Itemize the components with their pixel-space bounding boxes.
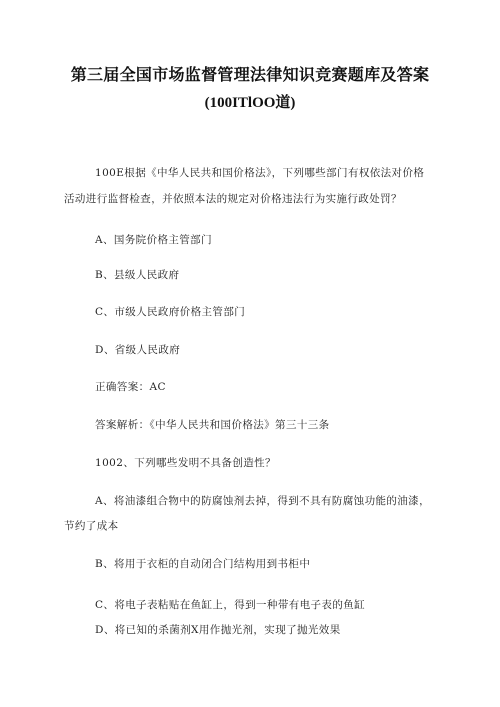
question-1-option-c: C、市级人民政府价格主管部门 bbox=[95, 306, 246, 318]
question-1-stem-line-1: 100E根据《中华人民共和国价格法》，下列哪些部门有权依法对价格 bbox=[95, 167, 425, 179]
question-1-stem-line-2: 活动进行监督检查，并依照本法的规定对价格违法行为实施行政处罚？ bbox=[64, 193, 402, 205]
question-1-analysis: 答案解析：《中华人民共和国价格法》第三十三条 bbox=[95, 419, 330, 431]
document-subtitle: (100ITlOO道) bbox=[204, 95, 296, 111]
question-2-option-b: B、将用于衣柜的自动闭合门结构用到书柜中 bbox=[95, 558, 311, 570]
question-1-option-a: A、国务院价格主管部门 bbox=[95, 234, 212, 246]
question-2-option-a-line-1: A、将油漆组合物中的防腐蚀剂去掉，得到不具有防腐蚀功能的油漆， bbox=[95, 495, 430, 507]
question-2-option-a-line-2: 节约了成本 bbox=[64, 520, 119, 532]
question-2-option-d: D、将已知的杀菌剂X用作抛光剂，实现了抛光效果 bbox=[95, 624, 341, 636]
question-1-option-b: B、县级人民政府 bbox=[95, 269, 180, 281]
question-2-option-c: C、将电子表粘贴在鱼缸上，得到一种带有电子表的鱼缸 bbox=[95, 599, 366, 611]
question-1-option-d: D、省级人民政府 bbox=[95, 344, 181, 356]
document-title: 第三届全国市场监督管理法律知识竞赛题库及答案 bbox=[70, 65, 430, 84]
question-1-answer: 正确答案：AC bbox=[95, 381, 166, 393]
question-2-stem: 1002、下列哪些发明不具备创造性？ bbox=[95, 457, 276, 469]
